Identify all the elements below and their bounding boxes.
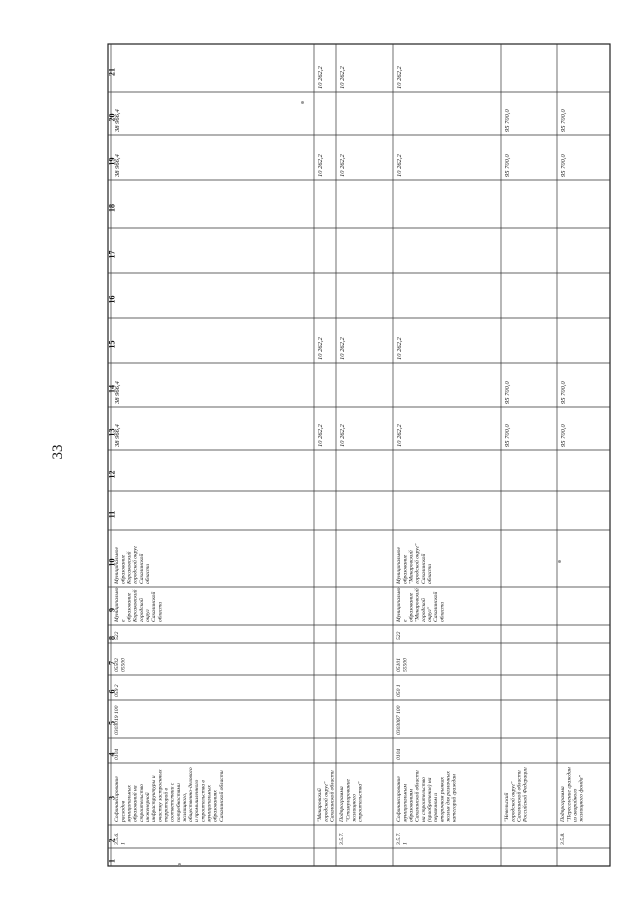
name-cell-line: "Переселение граждан [566, 767, 573, 822]
name-cell [395, 770, 457, 823]
code-cell [396, 705, 402, 735]
amount-cell-line: 95 700,0 [504, 381, 512, 404]
name-cell-line: (приобретение) на [426, 777, 433, 822]
amount-cell [339, 424, 346, 448]
column-header: 15 [107, 340, 117, 349]
name-cell-line: жилищного, [181, 792, 188, 822]
code-cell-line: Муниципально [114, 587, 121, 622]
name-cell-line: первичном и [433, 792, 440, 822]
code-cell-line: 1 [120, 842, 127, 845]
column-header: 12 [107, 470, 117, 479]
column-header: 2 [107, 838, 117, 843]
column-header: 3 [107, 796, 117, 800]
code-cell-line: 55500 [402, 658, 409, 672]
column-header: 14 [107, 385, 117, 393]
name-cell-line: жилищного [351, 793, 358, 822]
amount-cell-line: 95 700,0 [504, 109, 512, 132]
amount-cell [396, 154, 403, 178]
code-cell [114, 658, 126, 672]
amount-cell-line: 95 700,0 [560, 424, 568, 447]
amount-cell [560, 109, 567, 133]
column-header: 1 [107, 859, 117, 863]
name-cell-line: Подпрограмма [339, 786, 346, 822]
code-cell-line: городской [138, 598, 145, 622]
amount-cell-line: 38 966,4 [114, 424, 122, 447]
column-header: 19 [107, 157, 117, 166]
column-header: 21 [107, 68, 117, 76]
name-cell-line: общественно-делового [188, 767, 195, 822]
amount-cell-line: 10 262,2 [339, 424, 347, 447]
code-cell-line: 0104 [396, 748, 403, 760]
code-cell [396, 631, 402, 640]
name-cell-line: Российской Федерации [522, 767, 529, 822]
amount-cell-line: 95 700,0 [504, 424, 512, 447]
code-cell-line: 0104 [114, 748, 121, 760]
amount-cell-line: 38 966,4 [114, 109, 122, 132]
code-cell-line: 522 [114, 631, 121, 640]
amount-cell [317, 66, 324, 90]
name-cell-line: жилья для различных [445, 771, 452, 822]
code-cell-line: 059 2 [114, 684, 121, 697]
column-header: 10 [107, 558, 117, 567]
code-cell-line: 050 1 [396, 684, 403, 697]
code-cell-line: 05500 [120, 658, 127, 672]
amount-cell [560, 381, 567, 405]
name-cell-line: потребностями [175, 783, 182, 822]
code-cell-line: области [144, 563, 151, 584]
name-cell-line: городской округ" [510, 781, 517, 822]
name-cell-line: и промышленного [194, 779, 201, 822]
amount-cell-line: 10 262,2 [396, 424, 404, 447]
name-cell [559, 767, 584, 823]
name-cell-line: строительства в [200, 780, 207, 822]
code-cell [114, 545, 151, 585]
code-cell-line: "Макаровский [414, 588, 421, 622]
code-cell-line: области [439, 601, 446, 622]
name-cell-line: "Макаровский [317, 788, 324, 822]
code-cell-line: е [402, 619, 409, 622]
amount-cell-line: 10 262,2 [339, 66, 347, 89]
amount-cell [339, 66, 346, 90]
code-cell-line: 05502 [114, 658, 121, 672]
name-cell-line: образований на [132, 785, 139, 822]
code-cell-line: 05101 [396, 658, 403, 672]
column-header: 8 [107, 636, 117, 640]
code-cell-line: Сахалинской [420, 553, 427, 584]
code-cell-line: 0303087 100 [396, 705, 403, 735]
column-header: 17 [107, 250, 117, 259]
name-cell-line: очистку застроенных [157, 769, 164, 822]
scan-speck [301, 101, 304, 104]
name-cell-line: жилищного фонда" [578, 775, 585, 822]
code-cell-line: образование [126, 592, 133, 622]
amount-cell [396, 337, 403, 361]
name-cell-line: вторичном рынках [439, 777, 446, 822]
code-cell-line: образование [120, 554, 127, 584]
name-cell-line: "Стимулирование [345, 779, 352, 822]
amount-cell-line: 38 966,4 [114, 154, 122, 177]
code-cell-line: области [426, 563, 433, 584]
name-cell [316, 770, 335, 822]
code-cell [114, 684, 120, 697]
column-header: 13 [107, 428, 117, 437]
amount-cell-line: 95 700,0 [504, 154, 512, 177]
code-cell [396, 832, 408, 846]
amount-cell-line: 95 700,0 [560, 109, 568, 132]
amount-cell [560, 424, 567, 448]
name-cell-line: муниципальных [206, 785, 213, 822]
code-cell-line: округ" [426, 606, 433, 622]
amount-cell-line: 95 700,0 [560, 154, 568, 177]
name-cell-line: соответствии с [169, 782, 176, 822]
name-cell [338, 779, 363, 823]
amount-cell [114, 424, 121, 449]
column-header: 11 [107, 510, 117, 519]
code-cell-line: Муниципально [396, 587, 403, 622]
code-cell [114, 705, 120, 735]
amount-cell-line: 10 262,2 [317, 154, 325, 177]
code-cell-line: Корсаковский [132, 589, 139, 622]
code-cell-line: городской округ" [414, 543, 421, 584]
column-header: 7 [107, 661, 117, 665]
code-cell [114, 587, 163, 623]
amount-cell [396, 66, 403, 90]
amount-cell-line: 10 262,2 [317, 337, 325, 360]
code-cell-line: Сахалинской [138, 553, 145, 584]
code-cell [114, 832, 126, 846]
amount-cell [317, 424, 324, 448]
name-cell-line: категорий граждан [451, 774, 458, 822]
amount-cell [317, 154, 324, 178]
name-cell [503, 767, 528, 823]
amount-cell [114, 154, 121, 179]
amount-cell [396, 424, 403, 448]
name-cell-line: "Невельский [504, 792, 511, 822]
name-cell-line: Софинансирование [114, 776, 121, 822]
name-cell-line: Сахалинской области [414, 770, 421, 822]
column-header: 5 [107, 721, 117, 725]
code-cell-line: "Макаровский [408, 550, 415, 584]
amount-cell-line: 10 262,2 [396, 66, 404, 89]
code-cell-line: 1 [402, 842, 409, 845]
code-cell [560, 832, 566, 846]
amount-cell [339, 337, 346, 361]
amount-cell-line: 95 700,0 [560, 381, 568, 404]
name-cell-line: строительства" [357, 781, 364, 822]
page-number-text: 33 [50, 444, 66, 460]
name-cell-line: Подпрограмма [560, 786, 567, 822]
name-cell-line: из аварийного [572, 788, 579, 822]
code-cell-line: 3.5.7. [396, 832, 403, 845]
amount-cell-line: 10 262,2 [396, 337, 404, 360]
column-header: 9 [107, 608, 117, 612]
code-cell-line: городской [420, 598, 427, 622]
code-cell [114, 631, 120, 640]
name-cell-line: Сахалинской области [516, 770, 523, 822]
table-border [108, 44, 610, 866]
amount-cell [339, 154, 346, 178]
code-cell [396, 749, 402, 760]
code-cell-line: е [120, 619, 127, 622]
code-cell [396, 684, 402, 697]
name-cell [113, 767, 225, 823]
amount-cell-line: 10 262,2 [317, 424, 325, 447]
name-cell-line: муниципальных [126, 785, 133, 822]
amount-cell [504, 424, 511, 448]
column-header: 18 [107, 204, 117, 212]
name-cell-line: строительство [138, 784, 145, 822]
name-cell-line: Сахалинской области [329, 770, 336, 822]
amount-cell [560, 154, 567, 178]
code-cell-line: округ [144, 609, 151, 622]
amount-cell-line: 10 262,2 [317, 66, 325, 89]
amount-cell-line: 10 262,2 [396, 154, 404, 177]
name-cell-line: Сахалинской области [218, 770, 225, 822]
name-cell-line: инфраструктуры и [151, 775, 158, 822]
amount-cell [114, 381, 121, 406]
code-cell-line: области [157, 601, 164, 622]
code-cell [396, 543, 433, 585]
code-cell-line: городской округ [132, 545, 139, 584]
column-header: 16 [107, 295, 117, 304]
code-cell-line: Сахалинской [433, 591, 440, 622]
code-cell [396, 658, 408, 672]
code-cell-line: 522 [396, 631, 403, 640]
amount-cell [114, 109, 121, 134]
name-cell-line: Софинансирование [396, 776, 403, 822]
code-cell-line: образование [402, 554, 409, 584]
code-cell-line: 3.5.8. [560, 832, 567, 845]
amount-cell-line: 10 262,2 [339, 154, 347, 177]
code-cell [396, 587, 445, 623]
code-cell-line: Корсаковский [126, 551, 133, 584]
code-cell-line: образование [408, 592, 415, 622]
code-cell-line: Муниципальное [114, 547, 121, 584]
code-cell [114, 749, 120, 760]
name-cell-line: на строительство [420, 777, 427, 822]
code-cell-line: 3.5.6. [114, 832, 121, 845]
scan-speck [178, 863, 181, 866]
name-cell-line: городской округ" [323, 781, 330, 822]
amount-cell [504, 154, 511, 178]
name-cell-line: расходов [120, 800, 127, 822]
code-cell-line: 3.5.7. [339, 832, 346, 845]
name-cell-line: инженерной [144, 792, 151, 822]
amount-cell-line: 10 262,2 [339, 337, 347, 360]
code-cell-line: Муниципальное [396, 547, 403, 584]
name-cell-line: муниципальным [402, 784, 409, 822]
column-header: 4 [107, 752, 117, 757]
code-cell-line: Сахалинской [151, 591, 158, 622]
name-cell-line: территорий в [163, 788, 170, 822]
column-header: 6 [107, 689, 117, 694]
code-cell-line: 0303019 100 [114, 705, 121, 735]
name-cell-line: образованиях [212, 790, 219, 822]
amount-cell [504, 381, 511, 405]
name-cell-line: образованиям [408, 789, 415, 822]
scan-speck [558, 560, 561, 563]
amount-cell-line: 38 966,4 [114, 381, 122, 404]
amount-cell [317, 337, 324, 361]
column-header: 20 [107, 113, 117, 122]
amount-cell [504, 109, 511, 133]
code-cell [339, 832, 345, 846]
